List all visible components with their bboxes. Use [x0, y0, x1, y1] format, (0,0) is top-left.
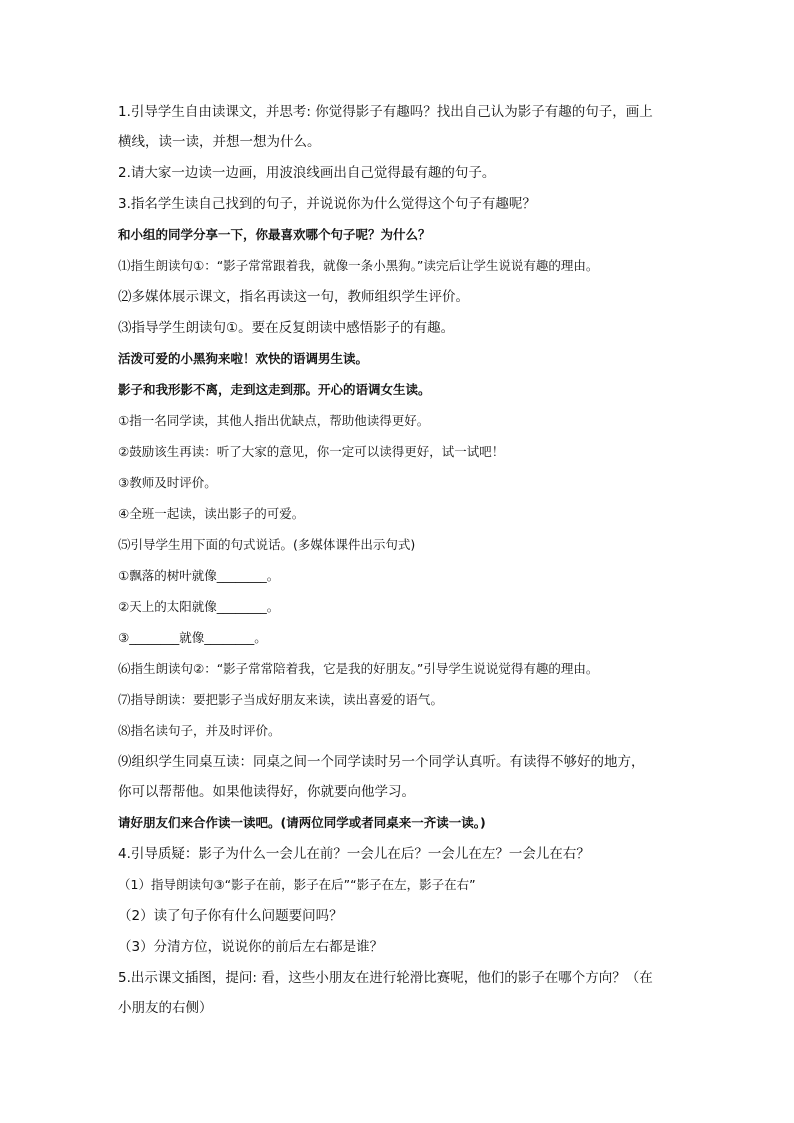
- step-4-item-1: （1）指导朗读句③“影子在前，影子在后”“影子在左，影子在右”: [118, 877, 476, 892]
- paragraph-step-3: 3.指名学生读自己找到的句子，并说说你为什么觉得这个句子有趣呢？: [118, 196, 536, 212]
- sub-item-4: ④全班一起读，读出影子的可爱。: [118, 506, 305, 521]
- item-1-read-sentence-1: ⑴指生朗读句①：“影子常常跟着我，就像一条小黑狗。”读完后让学生说说有趣的理由。: [118, 258, 599, 273]
- paragraph-step-4: 4.引导质疑：影子为什么一会儿在前？一会儿在后？一会儿在左？一会儿在右？: [118, 846, 590, 862]
- sub-item-1: ①指一名同学读，其他人指出优缺点，帮助他读得更好。: [118, 413, 430, 428]
- sub-item-2: ②鼓励该生再读：听了大家的意见，你一定可以读得更好，试一试吧！: [118, 444, 505, 459]
- step-4-item-3: （3）分清方位，说说你的前后左右都是谁？: [118, 939, 384, 955]
- paragraph-step-1: [118, 102, 688, 152]
- pattern-blank-1: ①飘落的树叶就像________。: [118, 568, 280, 583]
- step-4-item-2: （2）读了句子你有什么问题要问吗？: [118, 908, 343, 924]
- item-8-name-reading: ⑻指名读句子，并及时评价。: [118, 723, 281, 738]
- item-9-line-1: ⑼组织学生同桌互读：同桌之间一个同学读时另一个同学认真听。有读得不够好的地方，: [118, 754, 645, 770]
- share-prompt: 和小组的同学分享一下，你最喜欢哪个句子呢？为什么？: [118, 227, 431, 242]
- paragraph-step-5: [118, 968, 688, 1018]
- item-6-read-sentence-2: ⑹指生朗读句②：“影子常常陪着我，它是我的好朋友。”引导学生说说觉得有趣的理由。: [118, 661, 599, 676]
- item-3-guided-reading: ⑶指导学生朗读句①。要在反复朗读中感悟影子的有趣。: [118, 320, 455, 336]
- item-9-partner-reading: [118, 752, 688, 802]
- paragraph-step-2: 2.请大家一边读一边画，用波浪线画出自己觉得最有趣的句子。: [118, 165, 496, 181]
- step-1-line-1: 1.引导学生自由读课文，并思考: 你觉得影子有趣吗？找出自己认为影子有趣的句子，画上: [118, 104, 653, 120]
- lesson-text: [118, 102, 688, 1029]
- step-1-line-2: 横线，读一读，并想一想为什么。: [118, 134, 321, 150]
- item-7-guided-reading: ⑺指导朗读：要把影子当成好朋友来读，读出喜爱的语气。: [118, 692, 444, 707]
- step-5-line-2: 小朋友的右侧）: [118, 1000, 213, 1016]
- item-2-multimedia: ⑵多媒体展示课文，指名再读这一句，教师组织学生评价。: [118, 289, 469, 305]
- pattern-blank-2: ②天上的太阳就像________。: [118, 599, 280, 614]
- item-5-sentence-pattern: ⑸引导学生用下面的句式说话。(多媒体课件出示句式): [118, 537, 416, 552]
- boys-reading-cue: 活泼可爱的小黑狗来啦！欢快的语调男生读。: [118, 351, 369, 366]
- item-9-line-2: 你可以帮帮他。如果他读得好，你就要向他学习。: [118, 784, 415, 800]
- sub-item-3: ③教师及时评价。: [118, 475, 217, 490]
- girls-reading-cue: 影子和我形影不离，走到这走到那。开心的语调女生读。: [118, 382, 431, 397]
- cooperative-reading-cue: 请好朋友们来合作读一读吧。(请两位同学或者同桌来一齐读一读。): [118, 815, 486, 830]
- pattern-blank-3: ③________就像________。: [118, 630, 267, 645]
- step-5-line-1: 5.出示课文插图，提问: 看，这些小朋友在进行轮滑比赛呢，他们的影子在哪个方向？（在: [118, 970, 653, 986]
